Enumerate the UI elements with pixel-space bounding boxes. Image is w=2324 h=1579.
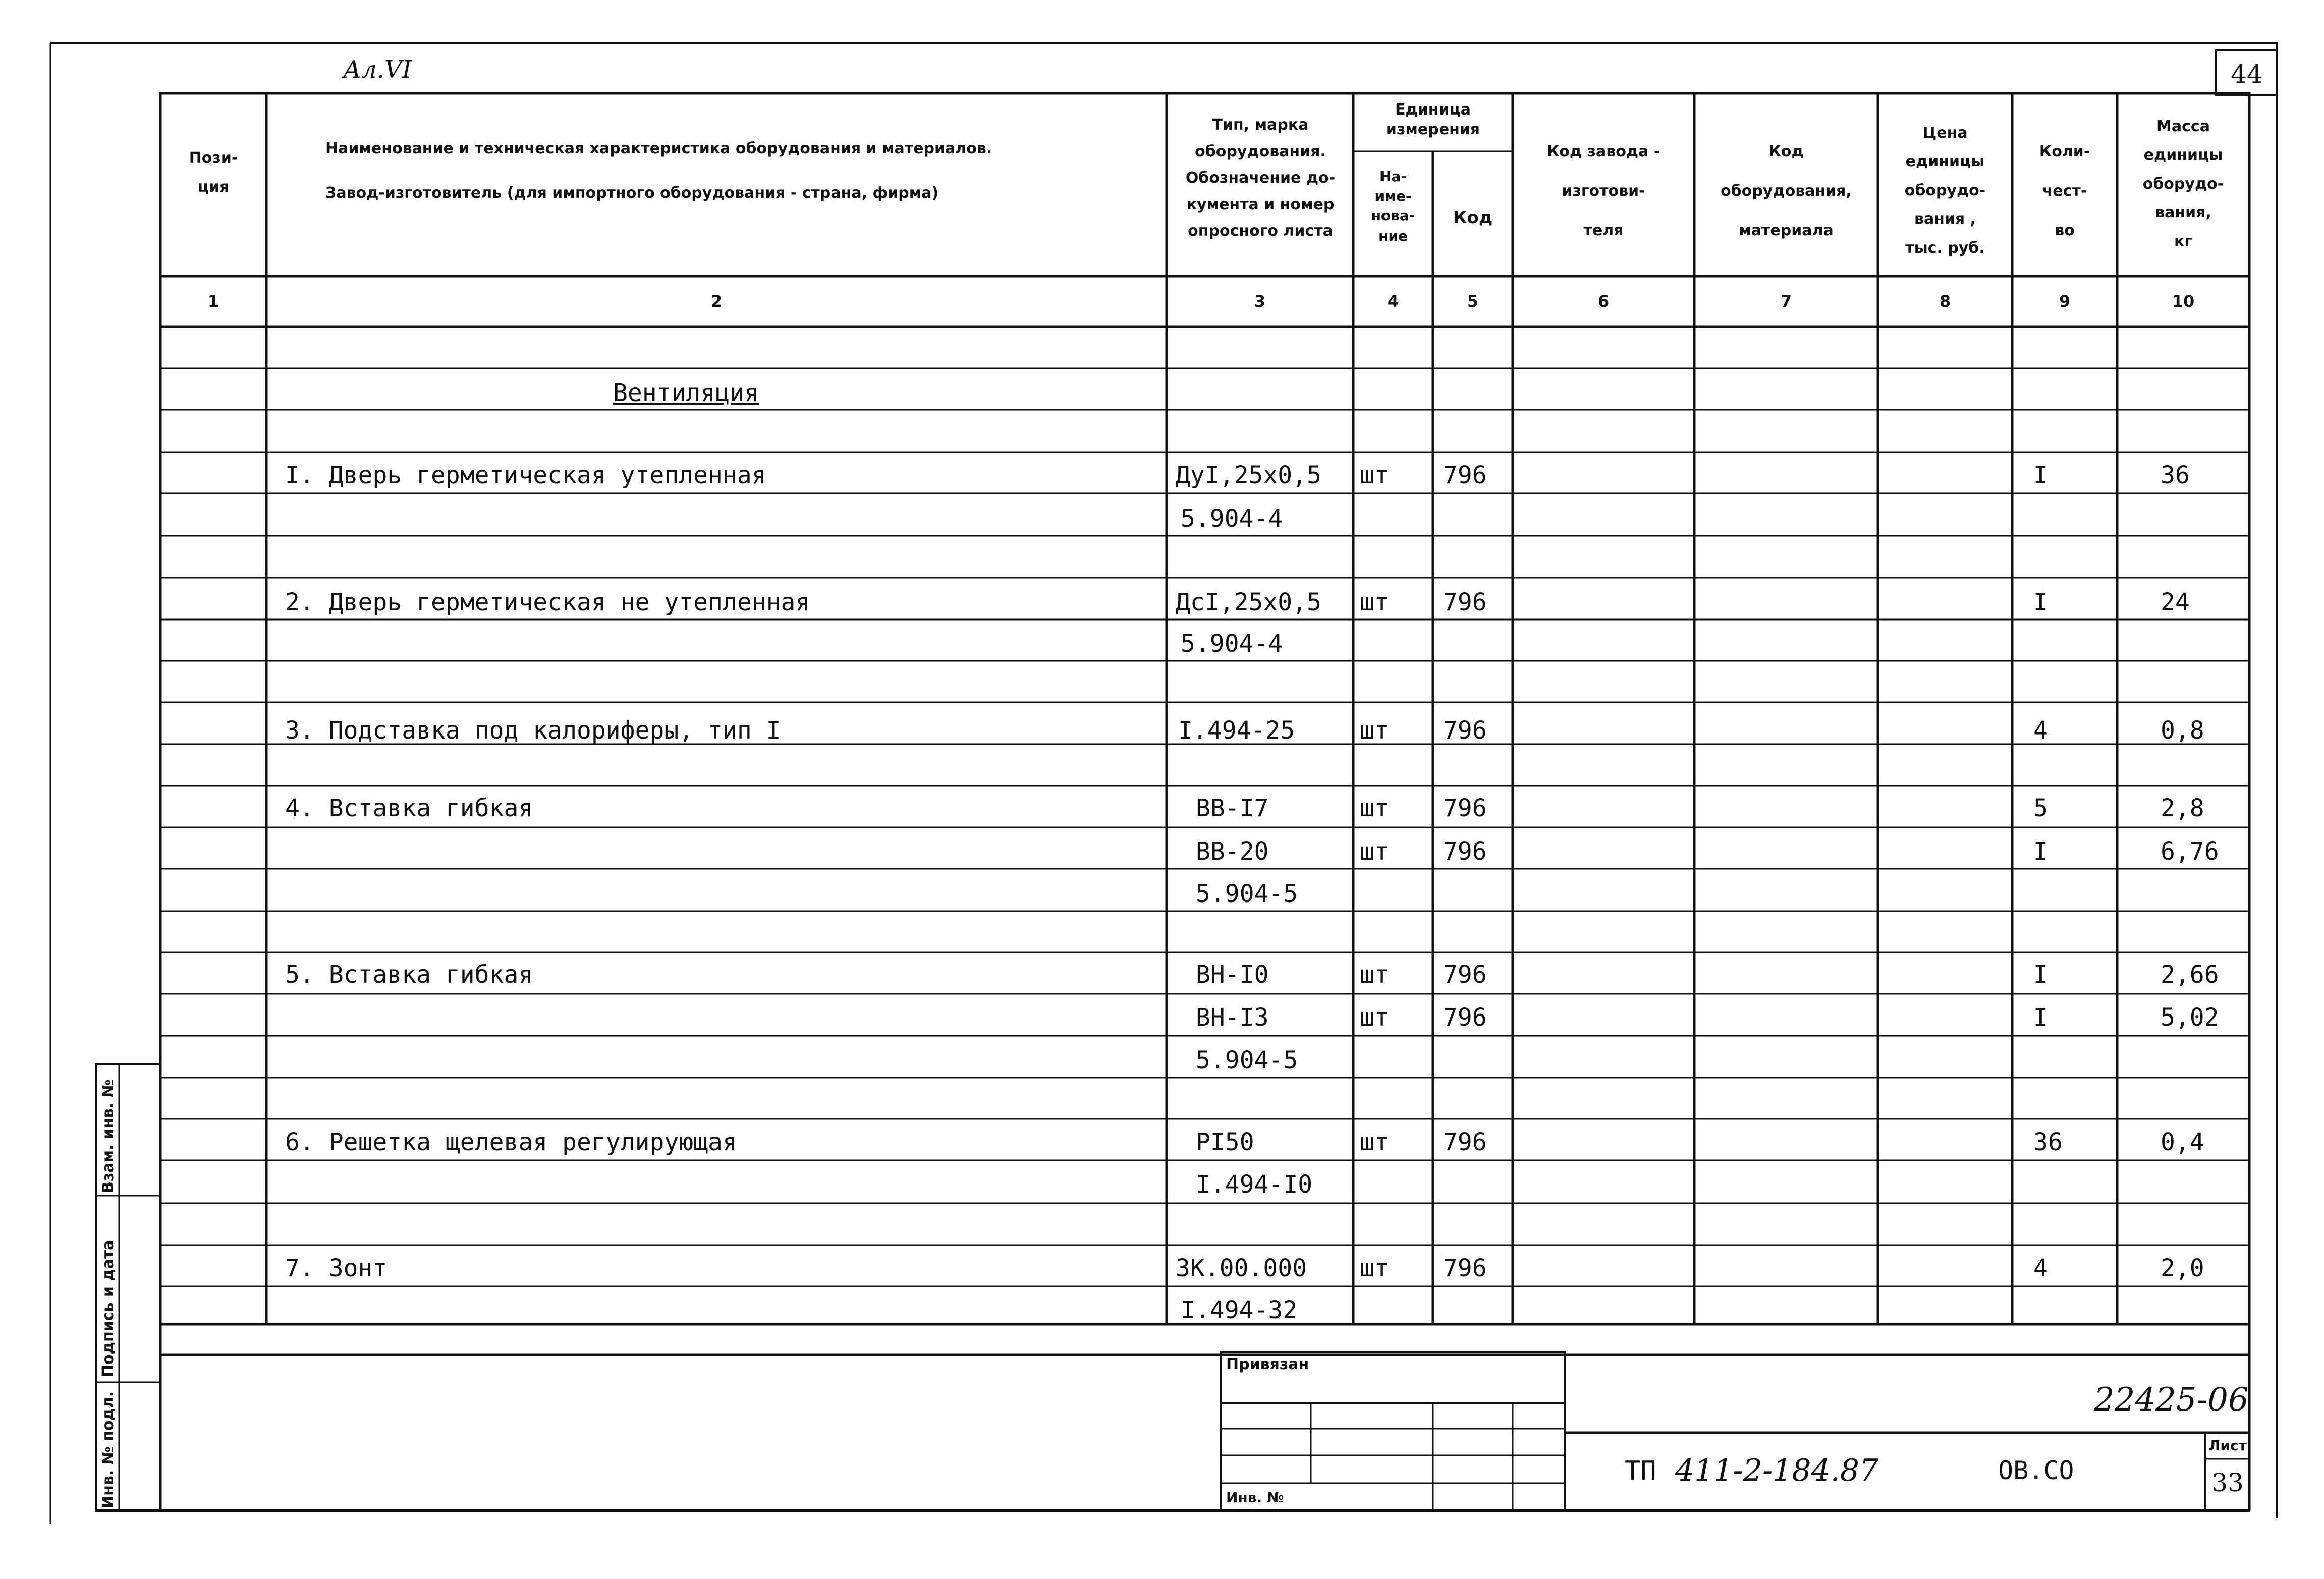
- item-3-unit: шт: [1360, 716, 1389, 745]
- item-2-unit: шт: [1360, 588, 1389, 616]
- item-4-mass: 2,8: [2161, 794, 2204, 822]
- item-6-unit: шт: [1360, 1128, 1389, 1156]
- item-5-mass: 2,66: [2161, 961, 2219, 989]
- sheet-label: Лист: [2208, 1437, 2247, 1454]
- header-price-line3: оборудо-: [1904, 182, 1986, 199]
- col-number-3: 3: [1254, 292, 1266, 311]
- item-4b-code: 796: [1443, 837, 1487, 866]
- item-5-name: 5. Вставка гибкая: [285, 961, 533, 989]
- sheet-number: 33: [2211, 1468, 2244, 1497]
- col-number-5: 5: [1467, 292, 1479, 311]
- side-label-podpis: Подпись и дата: [99, 1239, 117, 1377]
- item-7-doc: I.494-32: [1181, 1296, 1298, 1324]
- item-4-code: 796: [1443, 794, 1487, 822]
- item-5-code: 796: [1443, 961, 1487, 989]
- item-5-type: ВН-I0: [1196, 961, 1269, 989]
- col-number-8: 8: [1939, 292, 1951, 311]
- item-6-doc: I.494-I0: [1196, 1170, 1313, 1199]
- header-quantity: [2012, 132, 2117, 250]
- header-position: [160, 144, 266, 201]
- header-equipment-code-line1: Код: [1768, 143, 1804, 160]
- header-type-line3: Обозначение до-: [1185, 169, 1336, 187]
- doc-mark: ОВ.СО: [1998, 1456, 2074, 1485]
- header-quantity-line2: чест-: [2042, 182, 2087, 200]
- col-number-9: 9: [2059, 292, 2071, 311]
- item-7-type: ЗК.00.000: [1176, 1254, 1307, 1282]
- header-unit-name: [1353, 166, 1433, 246]
- item-2-type: ДсI,25х0,5: [1176, 588, 1321, 616]
- item-7-mass: 2,0: [2161, 1254, 2204, 1282]
- header-unit-name-line1: На-: [1379, 168, 1407, 185]
- item-1-qty: I: [2033, 461, 2048, 489]
- header-position-line2: ция: [197, 178, 230, 196]
- item-7-name: 7. Зонт: [285, 1254, 388, 1282]
- col-number-2: 2: [710, 292, 723, 311]
- header-quantity-line3: во: [2055, 221, 2075, 239]
- header-type-line4: кумента и номер: [1186, 195, 1335, 213]
- item-6-qty: 36: [2033, 1128, 2063, 1156]
- album-label: Ал.VI: [343, 55, 412, 84]
- header-name-line1: Наименование и техническая характеристика оборудования и материалов.: [325, 140, 992, 157]
- item-5-unit: шт: [1360, 961, 1389, 989]
- item-2-name: 2. Дверь герметическая не утепленная: [285, 588, 810, 616]
- header-type-line5: опросного листа: [1188, 222, 1333, 240]
- header-unit-group: [1353, 100, 1513, 139]
- item-4-doc: 5.904-5: [1196, 880, 1298, 908]
- header-type: [1170, 112, 1351, 245]
- item-7-unit: шт: [1360, 1254, 1389, 1282]
- side-label-inv-podl: Инв. № подл.: [99, 1391, 117, 1508]
- item-4b-mass: 6,76: [2161, 837, 2219, 866]
- item-4b-type: ВВ-20: [1196, 837, 1269, 866]
- item-3-code: 796: [1443, 716, 1487, 745]
- col-number-10: 10: [2172, 292, 2195, 311]
- header-mass-line1: Масса: [2156, 118, 2210, 135]
- header-mass: [2117, 112, 2249, 256]
- item-2-code: 796: [1443, 588, 1487, 616]
- document-code: 22425-06: [2094, 1381, 2249, 1419]
- header-name-line2: Завод-изготовитель (для импортного оборудования - страна, фирма): [325, 184, 939, 202]
- header-equipment-code-line3: материала: [1739, 221, 1834, 239]
- header-unit-name-line3: нова-: [1371, 207, 1415, 224]
- header-price-line5: тыс. руб.: [1905, 239, 1985, 257]
- item-4b-unit: шт: [1360, 837, 1389, 866]
- item-1-name: I. Дверь герметическая утепленная: [285, 461, 766, 489]
- header-mass-line4: вания,: [2155, 204, 2211, 221]
- item-4-type: ВВ-I7: [1196, 794, 1269, 822]
- item-1-doc: 5.904-4: [1181, 504, 1283, 533]
- item-5b-qty: I: [2033, 1003, 2048, 1032]
- header-type-line2: оборудования.: [1195, 142, 1326, 160]
- item-5b-mass: 5,02: [2161, 1003, 2219, 1032]
- stamp-bound-label: Привязан: [1226, 1356, 1309, 1373]
- item-7-code: 796: [1443, 1254, 1487, 1282]
- header-price-line4: вания ,: [1914, 210, 1976, 228]
- header-unit-code: Код: [1453, 208, 1493, 228]
- header-position-line1: Пози-: [189, 149, 238, 167]
- header-equipment-code: [1694, 132, 1878, 250]
- header-mass-line3: оборудо-: [2142, 175, 2224, 193]
- header-factory-code-line2: изготови-: [1562, 182, 1645, 200]
- header-price: [1878, 119, 2012, 262]
- item-4-qty: 5: [2033, 794, 2048, 822]
- item-1-code: 796: [1443, 461, 1487, 489]
- project-code: 411-2-184.87: [1675, 1453, 1879, 1488]
- item-6-code: 796: [1443, 1128, 1487, 1156]
- header-mass-line5: кг: [2174, 233, 2193, 250]
- item-4-unit: шт: [1360, 794, 1389, 822]
- header-quantity-line1: Коли-: [2039, 143, 2090, 160]
- col-number-6: 6: [1597, 292, 1610, 311]
- item-2-doc: 5.904-4: [1181, 630, 1283, 658]
- item-6-type: РI50: [1196, 1128, 1254, 1156]
- stamp-inv-label: Инв. №: [1226, 1489, 1284, 1506]
- section-title: Вентиляция: [613, 379, 759, 407]
- header-price-line1: Цена: [1922, 124, 1968, 142]
- item-3-mass: 0,8: [2161, 716, 2204, 745]
- side-label-vzam: Взам. инв. №: [99, 1079, 117, 1193]
- item-5-doc: 5.904-5: [1196, 1046, 1298, 1075]
- item-5b-type: ВН-I3: [1196, 1003, 1269, 1032]
- header-factory-code: [1513, 132, 1694, 250]
- header-unit-line1: Единица: [1395, 101, 1471, 119]
- header-type-line1: Тип, марка: [1212, 116, 1309, 134]
- item-1-type: ДуI,25х0,5: [1176, 461, 1321, 489]
- item-1-mass: 36: [2161, 461, 2190, 489]
- item-4b-qty: I: [2033, 837, 2048, 866]
- item-4-name: 4. Вставка гибкая: [285, 794, 533, 822]
- header-equipment-code-line2: оборудования,: [1721, 182, 1852, 200]
- header-factory-code-line3: теля: [1583, 221, 1624, 239]
- header-mass-line2: единицы: [2143, 146, 2223, 164]
- item-3-qty: 4: [2033, 716, 2048, 745]
- item-3-type: I.494-25: [1178, 716, 1295, 745]
- item-2-qty: I: [2033, 588, 2048, 616]
- header-price-line2: единицы: [1905, 153, 1985, 171]
- header-unit-name-line2: име-: [1374, 188, 1412, 205]
- col-number-7: 7: [1780, 292, 1792, 311]
- item-5b-unit: шт: [1360, 1003, 1389, 1032]
- item-5b-code: 796: [1443, 1003, 1487, 1032]
- item-2-mass: 24: [2161, 588, 2190, 616]
- item-5-qty: I: [2033, 961, 2048, 989]
- page-number: 44: [2231, 60, 2263, 89]
- project-prefix: ТП: [1625, 1456, 1656, 1486]
- col-number-4: 4: [1387, 292, 1399, 311]
- col-number-1: 1: [207, 292, 219, 311]
- header-unit-line2: измерения: [1386, 121, 1480, 138]
- header-unit-name-line4: ние: [1378, 227, 1408, 244]
- header-factory-code-line1: Код завода -: [1546, 143, 1661, 160]
- item-1-unit: шт: [1360, 461, 1389, 489]
- item-6-mass: 0,4: [2161, 1128, 2204, 1156]
- item-3-name: 3. Подставка под калориферы, тип I: [285, 716, 781, 745]
- item-7-qty: 4: [2033, 1254, 2048, 1282]
- item-6-name: 6. Решетка щелевая регулирующая: [285, 1128, 737, 1156]
